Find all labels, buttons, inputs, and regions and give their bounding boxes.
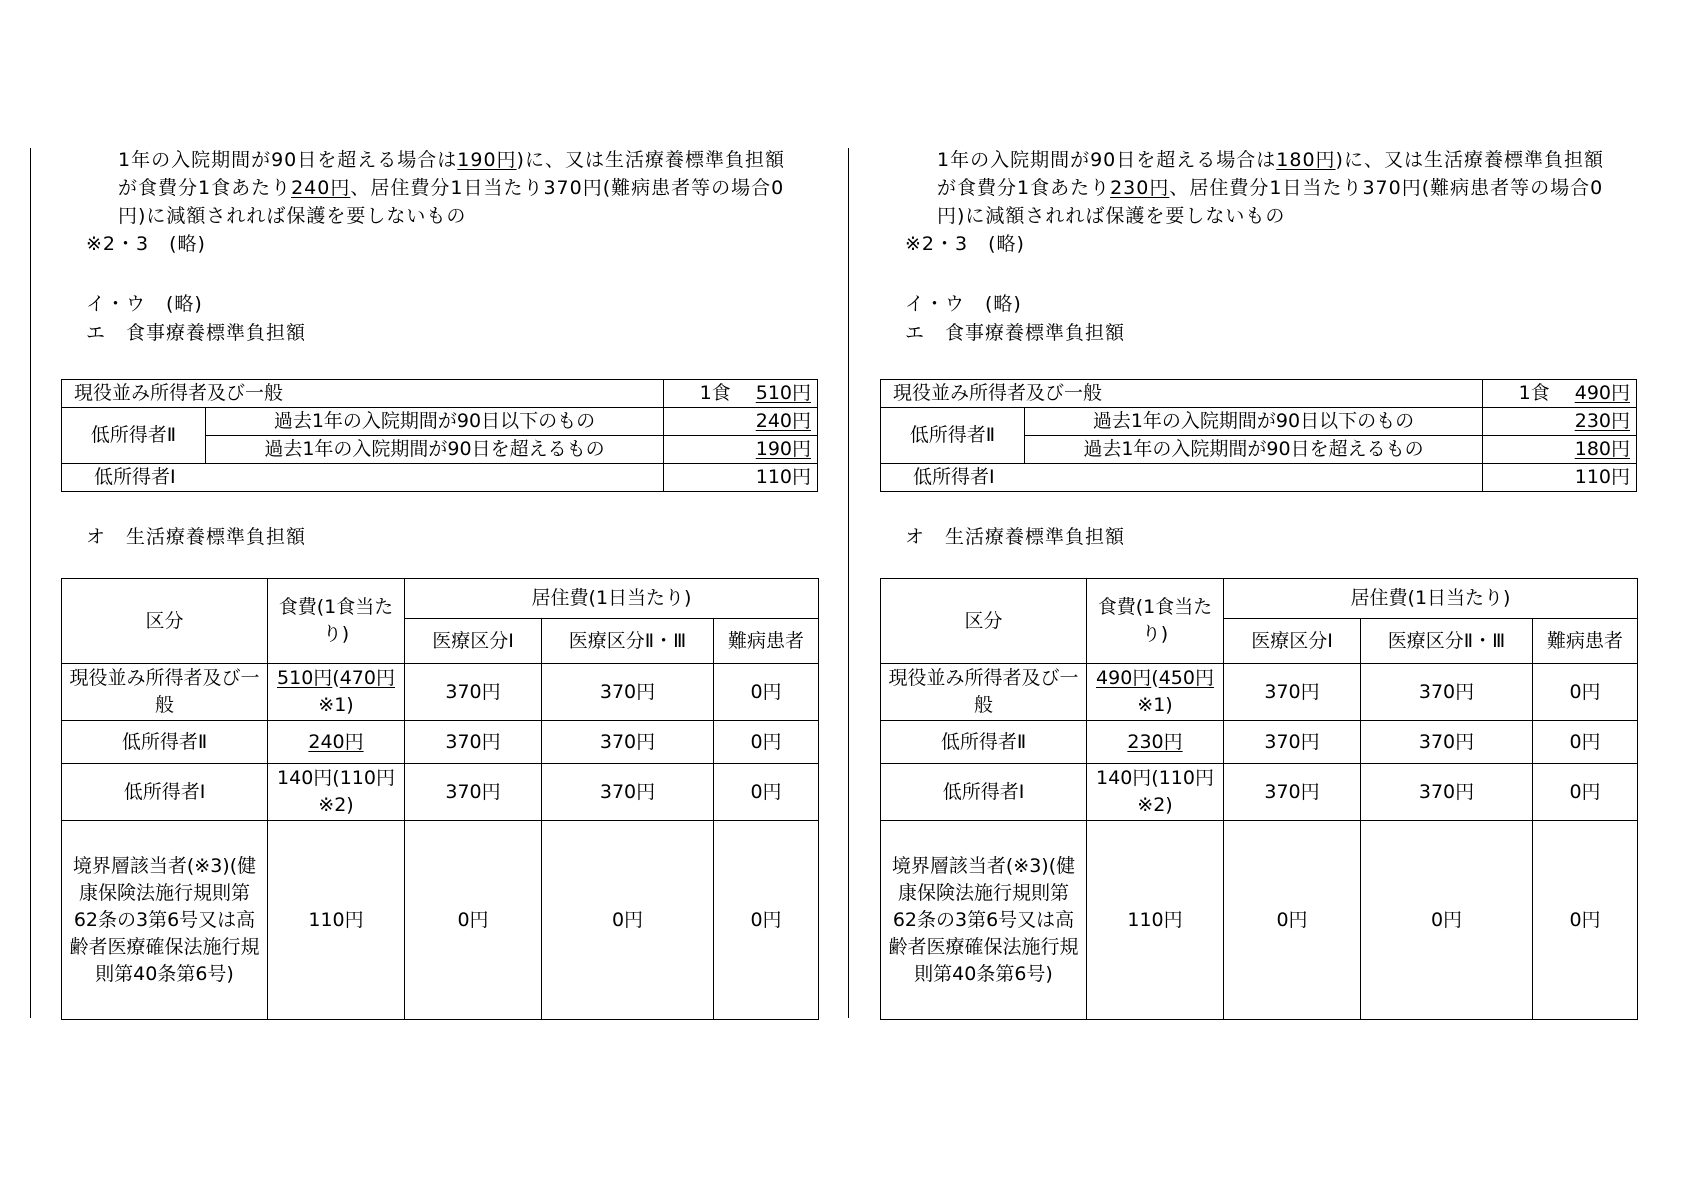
table-row xyxy=(881,721,1638,764)
category-cell: 境界層該当者(※3)(健康保険法施行規則第62条の3第6号又は高齢者医療確保法施行規則第40条第6号) xyxy=(62,821,268,1020)
text-segment: 、居住費分1日当たり370円(難病患者等の場合0 xyxy=(350,177,785,199)
header-row xyxy=(62,579,819,619)
text-segment: )に、又は生活療養標準負担額 xyxy=(1335,149,1604,171)
living-standard-table xyxy=(61,578,819,1020)
page-after xyxy=(819,0,1639,1181)
amount: 510円 xyxy=(755,382,811,404)
text-segment: 190円 xyxy=(457,149,517,171)
sub-label: 過去1年の入院期間が90日を超えるもの xyxy=(1024,436,1482,464)
header-category: 区分 xyxy=(881,579,1087,664)
medical-2-3-cell: 370円 xyxy=(1361,721,1533,764)
category-cell: 低所得者Ⅱ xyxy=(881,721,1087,764)
table-row xyxy=(881,380,1637,408)
text-segment: 490円 xyxy=(1096,667,1152,689)
food-cost-cell xyxy=(1087,821,1224,1020)
paragraph-line xyxy=(118,146,785,174)
food-cost-cell xyxy=(1087,764,1224,821)
page-before xyxy=(0,0,820,1181)
table-row xyxy=(62,380,818,408)
medical-2-3-cell: 370円 xyxy=(542,721,714,764)
amount: 240円 xyxy=(755,410,811,432)
intractable-disease-cell: 0円 xyxy=(714,664,819,721)
amount-cell xyxy=(664,408,818,436)
meal-standard-table xyxy=(880,379,1637,492)
header-intractable-disease: 難病患者 xyxy=(1533,619,1638,664)
text-segment: 240円 xyxy=(291,177,351,199)
amount: 230円 xyxy=(1574,410,1630,432)
sub-label: 過去1年の入院期間が90日以下のもの xyxy=(205,408,663,436)
section-iu-omitted: イ・ウ (略) xyxy=(905,293,1022,315)
table-row xyxy=(62,408,818,436)
table-row xyxy=(62,464,818,492)
intractable-disease-cell: 0円 xyxy=(714,764,819,821)
note-omitted: ※2・3 (略) xyxy=(86,233,206,255)
text-segment: 1年の入院期間が90日を超える場合は xyxy=(118,149,458,171)
text-segment: 円)に減額されれば保護を要しないもの xyxy=(937,205,1286,227)
medical-1-cell: 0円 xyxy=(1224,821,1361,1020)
amount: 110円 xyxy=(1483,464,1637,492)
header-housing-cost: 居住費(1日当たり) xyxy=(1224,579,1638,619)
section-iu-omitted: イ・ウ (略) xyxy=(86,293,203,315)
table-row xyxy=(62,764,819,821)
amount: 490円 xyxy=(1574,382,1630,404)
amount-cell xyxy=(1483,408,1637,436)
table-row xyxy=(881,408,1637,436)
intractable-disease-cell: 0円 xyxy=(714,821,819,1020)
table-row xyxy=(62,721,819,764)
row-label: 低所得者Ⅱ xyxy=(62,408,206,464)
prefix: 1食 xyxy=(1518,382,1550,404)
header-intractable-disease: 難病患者 xyxy=(714,619,819,664)
category-cell: 現役並み所得者及び一般 xyxy=(62,664,268,721)
text-segment: 510円 xyxy=(277,667,333,689)
text-segment: 240円 xyxy=(308,730,364,753)
table-row xyxy=(62,821,819,1020)
text-segment: が食費分1食あたり xyxy=(118,177,292,199)
amount-cell xyxy=(1483,436,1637,464)
food-cost-cell xyxy=(268,664,405,721)
text-segment: 230円 xyxy=(1110,177,1170,199)
header-housing-cost: 居住費(1日当たり) xyxy=(405,579,819,619)
section-e-heading: エ 食事療養標準負担額 xyxy=(905,322,1126,344)
text-segment: 450円 xyxy=(1158,667,1214,689)
header-medical-1: 医療区分Ⅰ xyxy=(1224,619,1361,664)
amount-cell xyxy=(1483,380,1637,408)
medical-2-3-cell: 0円 xyxy=(542,821,714,1020)
medical-2-3-cell: 370円 xyxy=(1361,664,1533,721)
amount-cell xyxy=(664,436,818,464)
section-o-heading: オ 生活療養標準負担額 xyxy=(86,526,307,548)
section-e-heading: エ 食事療養標準負担額 xyxy=(86,322,307,344)
medical-1-cell: 0円 xyxy=(405,821,542,1020)
intractable-disease-cell: 0円 xyxy=(1533,721,1638,764)
meal-standard-table xyxy=(61,379,818,492)
medical-1-cell: 370円 xyxy=(405,721,542,764)
text-segment: )に、又は生活療養標準負担額 xyxy=(516,149,785,171)
intractable-disease-cell: 0円 xyxy=(1533,821,1638,1020)
table-row xyxy=(881,764,1638,821)
category-cell: 境界層該当者(※3)(健康保険法施行規則第62条の3第6号又は高齢者医療確保法施行規則第40条第6号) xyxy=(881,821,1087,1020)
amount: 180円 xyxy=(1574,438,1630,460)
row-label: 現役並み所得者及び一般 xyxy=(881,380,1483,408)
header-medical-2-3: 医療区分Ⅱ・Ⅲ xyxy=(542,619,714,664)
text-segment: 円)に減額されれば保護を要しないもの xyxy=(118,205,467,227)
text-segment: 110円 xyxy=(1127,908,1183,931)
medical-2-3-cell: 0円 xyxy=(1361,821,1533,1020)
header-medical-1: 医療区分Ⅰ xyxy=(405,619,542,664)
row-label: 低所得者Ⅰ xyxy=(881,464,1483,492)
intractable-disease-cell: 0円 xyxy=(1533,764,1638,821)
header-category: 区分 xyxy=(62,579,268,664)
text-segment: 1年の入院期間が90日を超える場合は xyxy=(937,149,1277,171)
paragraph-line xyxy=(937,146,1604,174)
text-segment: 、居住費分1日当たり370円(難病患者等の場合0 xyxy=(1169,177,1604,199)
paragraph-line xyxy=(118,202,466,230)
header-food-cost: 食費(1食当たり) xyxy=(268,579,405,664)
table-row xyxy=(881,464,1637,492)
medical-2-3-cell: 370円 xyxy=(542,764,714,821)
text-segment: 470円 xyxy=(339,667,395,689)
table-row xyxy=(62,664,819,721)
table-row xyxy=(881,664,1638,721)
text-segment: 140円(110円※2) xyxy=(1096,767,1214,816)
category-cell: 低所得者Ⅱ xyxy=(62,721,268,764)
intractable-disease-cell: 0円 xyxy=(1533,664,1638,721)
food-cost-cell xyxy=(1087,664,1224,721)
text-segment: 230円 xyxy=(1127,730,1183,753)
row-label: 低所得者Ⅰ xyxy=(62,464,664,492)
header-food-cost: 食費(1食当たり) xyxy=(1087,579,1224,664)
category-cell: 現役並み所得者及び一般 xyxy=(881,664,1087,721)
row-label: 現役並み所得者及び一般 xyxy=(62,380,664,408)
header-medical-2-3: 医療区分Ⅱ・Ⅲ xyxy=(1361,619,1533,664)
note-omitted: ※2・3 (略) xyxy=(905,233,1025,255)
text-segment: 140円(110円※2) xyxy=(277,767,395,816)
text-segment: ( xyxy=(332,667,340,689)
sub-label: 過去1年の入院期間が90日を超えるもの xyxy=(205,436,663,464)
paragraph-line xyxy=(937,174,1603,202)
food-cost-cell xyxy=(1087,721,1224,764)
text-segment: が食費分1食あたり xyxy=(937,177,1111,199)
section-o-heading: オ 生活療養標準負担額 xyxy=(905,526,1126,548)
medical-2-3-cell: 370円 xyxy=(1361,764,1533,821)
medical-1-cell: 370円 xyxy=(1224,764,1361,821)
text-segment: 110円 xyxy=(308,908,364,931)
text-segment: 180円 xyxy=(1276,149,1336,171)
text-segment: ※1) xyxy=(318,694,354,716)
text-segment: ※1) xyxy=(1137,694,1173,716)
medical-1-cell: 370円 xyxy=(405,764,542,821)
medical-1-cell: 370円 xyxy=(405,664,542,721)
header-row xyxy=(881,579,1638,619)
paragraph-line xyxy=(118,174,784,202)
intractable-disease-cell: 0円 xyxy=(714,721,819,764)
food-cost-cell xyxy=(268,764,405,821)
amount: 190円 xyxy=(755,438,811,460)
sub-label: 過去1年の入院期間が90日以下のもの xyxy=(1024,408,1482,436)
table-row xyxy=(881,821,1638,1020)
living-standard-table xyxy=(880,578,1638,1020)
food-cost-cell xyxy=(268,721,405,764)
medical-2-3-cell: 370円 xyxy=(542,664,714,721)
medical-1-cell: 370円 xyxy=(1224,664,1361,721)
category-cell: 低所得者Ⅰ xyxy=(881,764,1087,821)
prefix: 1食 xyxy=(699,382,731,404)
text-segment: ( xyxy=(1151,667,1159,689)
paragraph-line xyxy=(937,202,1285,230)
row-label: 低所得者Ⅱ xyxy=(881,408,1025,464)
category-cell: 低所得者Ⅰ xyxy=(62,764,268,821)
amount: 110円 xyxy=(664,464,818,492)
medical-1-cell: 370円 xyxy=(1224,721,1361,764)
amount-cell xyxy=(664,380,818,408)
food-cost-cell xyxy=(268,821,405,1020)
